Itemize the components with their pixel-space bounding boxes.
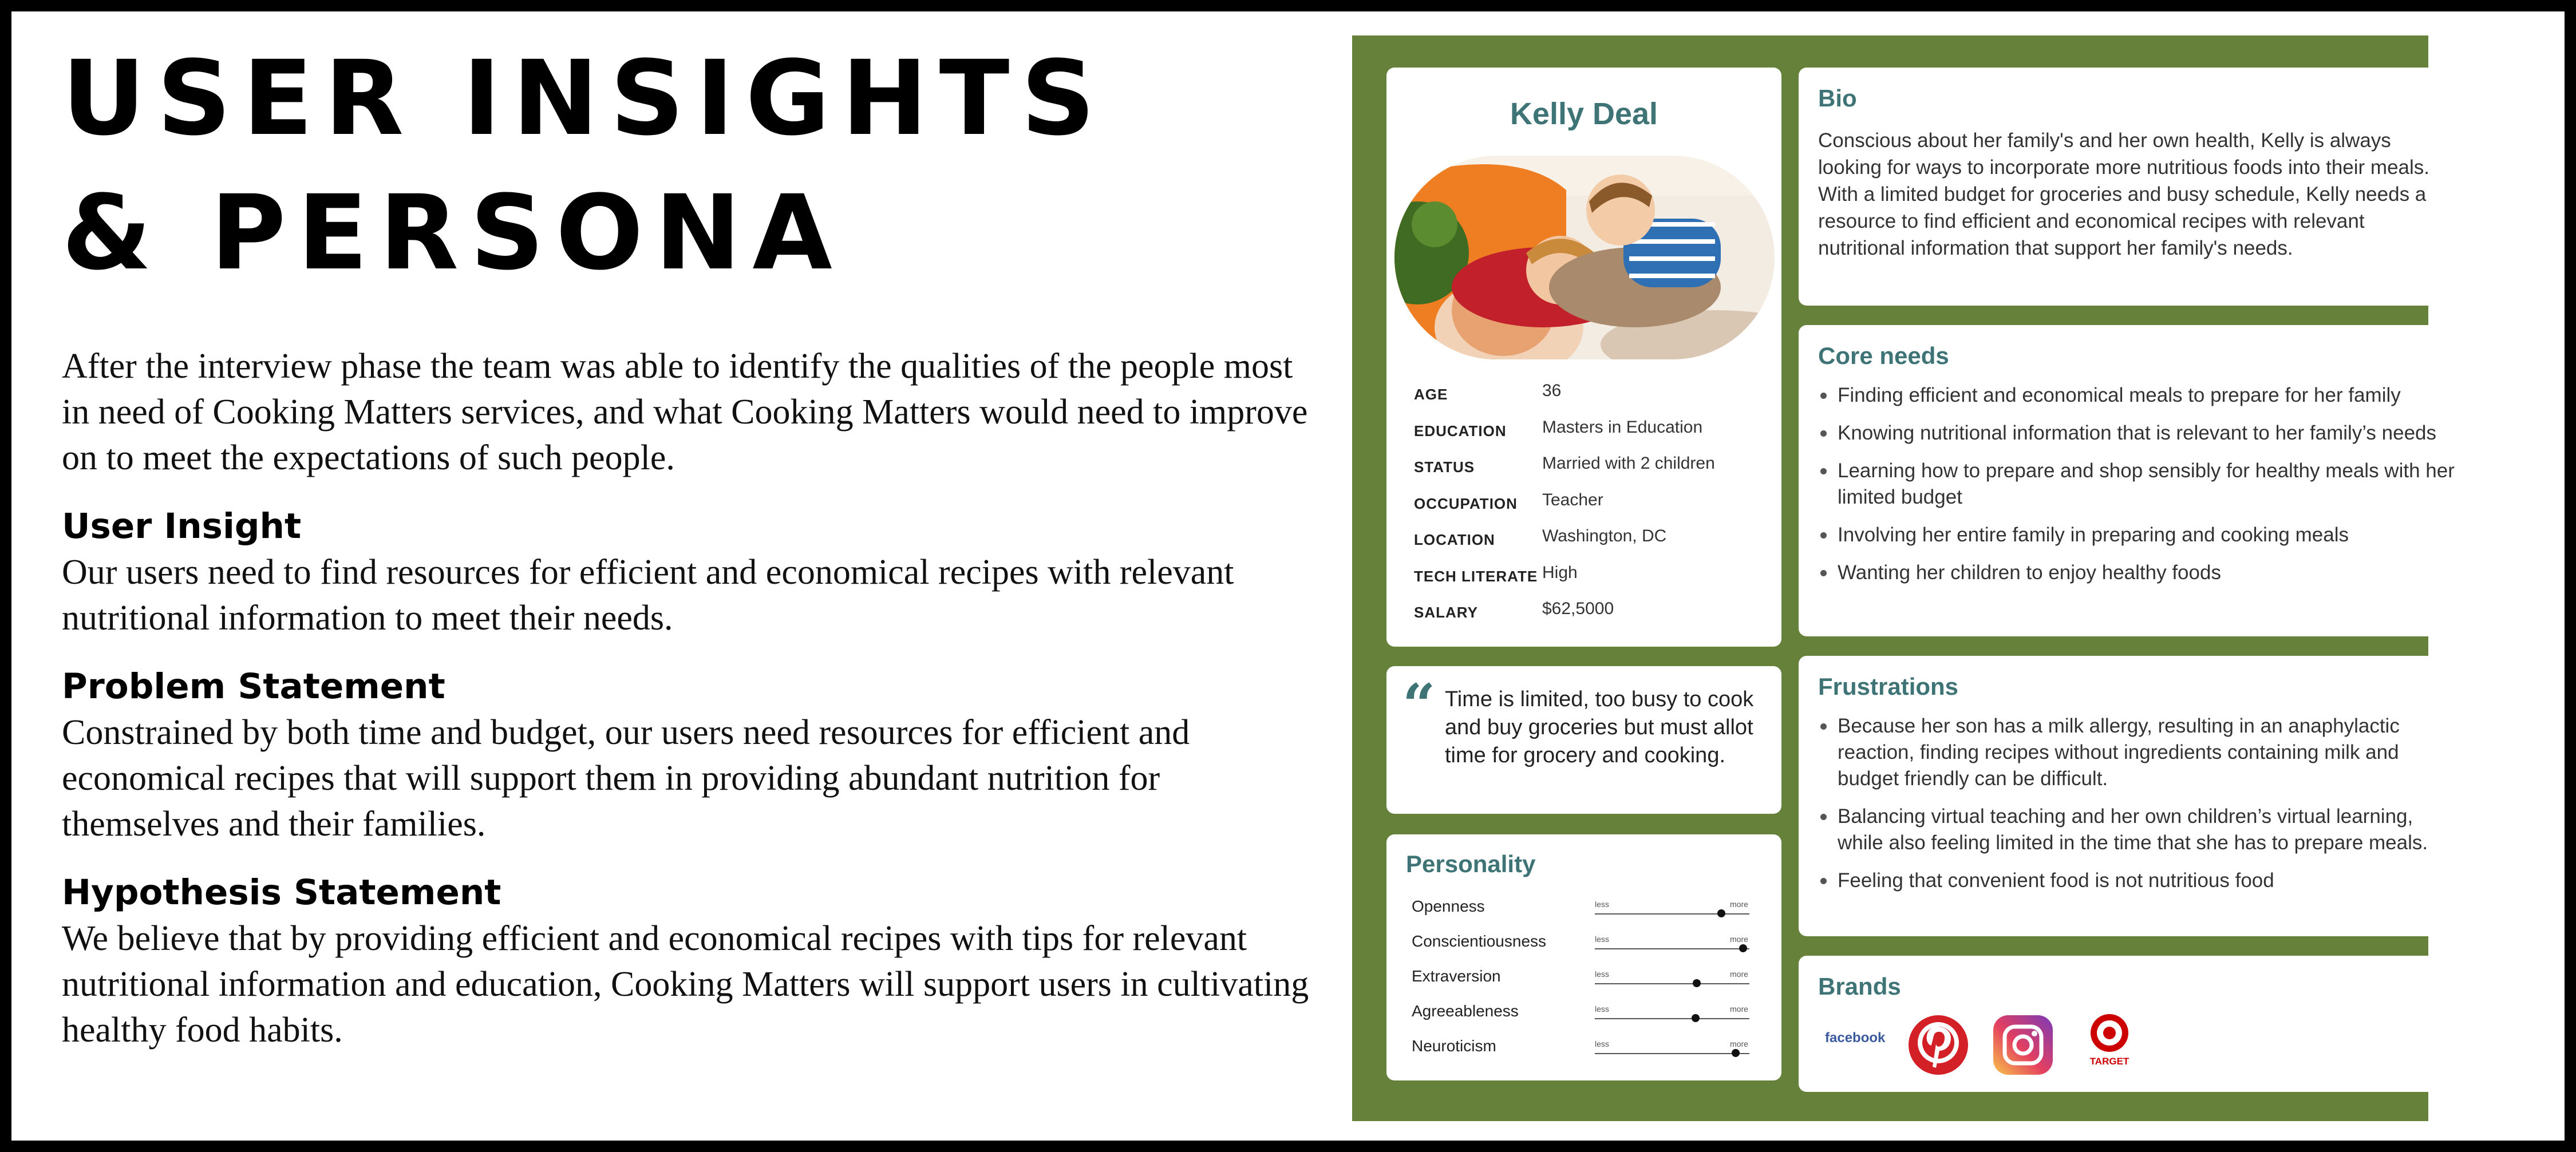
attribute-label: OCCUPATION (1414, 494, 1518, 512)
family-photo-illustration (1394, 156, 1775, 359)
list-item: Learning how to prepare and shop sensibly for healthy meals with her limited budget (1818, 458, 2459, 510)
personality-trait-row (1412, 1002, 1749, 1025)
scale-high-label: more (1730, 969, 1748, 979)
quote-card (1386, 666, 1781, 814)
trait-label: Openness (1412, 897, 1485, 915)
attribute-row (1414, 563, 1769, 600)
scale-low-label: less (1595, 935, 1609, 944)
brands-card (1799, 956, 2483, 1092)
attribute-label: LOCATION (1414, 531, 1495, 548)
user-insight-heading: User Insight (62, 506, 302, 547)
attribute-value: 36 (1542, 381, 1562, 400)
attribute-row (1414, 454, 1769, 490)
personality-trait-row (1412, 932, 1749, 955)
attribute-value: Teacher (1542, 490, 1603, 509)
attribute-list (1414, 381, 1769, 636)
hypothesis-statement-heading: Hypothesis Statement (62, 872, 501, 913)
attribute-label: AGE (1414, 386, 1448, 403)
attribute-row (1414, 418, 1769, 454)
core-needs-heading: Core needs (1818, 342, 1949, 369)
trait-slider-marker (1692, 1014, 1700, 1022)
scale-high-label: more (1730, 1039, 1748, 1048)
instagram-logo-icon (1993, 1015, 2053, 1075)
list-item: Feeling that convenient food is not nutritious food (1818, 868, 2459, 894)
personality-heading: Personality (1406, 850, 1536, 877)
trait-slider-track (1595, 1053, 1749, 1054)
title-line-1: USER INSIGHTS (62, 39, 1107, 159)
frustrations-list (1818, 713, 2459, 905)
list-item: Finding efficient and economical meals to prepare for her family (1818, 382, 2459, 409)
scale-low-label: less (1595, 969, 1609, 979)
persona-panel (1352, 35, 2455, 1121)
profile-card (1386, 68, 1781, 647)
text-column (62, 31, 1321, 1053)
personality-trait-row (1412, 967, 1749, 990)
pinterest-logo-icon (1909, 1015, 1968, 1075)
trait-slider-marker (1717, 909, 1725, 917)
brands-heading: Brands (1818, 973, 1901, 1000)
attribute-value: Washington, DC (1542, 526, 1667, 545)
trait-slider-track (1595, 913, 1749, 915)
trait-slider-marker (1732, 1049, 1740, 1057)
bio-heading: Bio (1818, 85, 1857, 112)
attribute-value: $62,5000 (1542, 599, 1614, 618)
personality-trait-row (1412, 1037, 1749, 1060)
persona-quote: Time is limited, too busy to cook and buy groceries but must allot time for grocery and cooking. (1445, 687, 1754, 767)
attribute-value: High (1542, 563, 1578, 582)
attribute-row (1414, 599, 1769, 636)
trait-slider-track (1595, 1018, 1749, 1019)
attribute-label: EDUCATION (1414, 422, 1507, 440)
facebook-logo-icon: facebook (1825, 1030, 1886, 1046)
list-item: Wanting her children to enjoy healthy foods (1818, 560, 2459, 586)
frustrations-heading: Frustrations (1818, 673, 1959, 700)
scale-low-label: less (1595, 1039, 1609, 1048)
target-bullseye-icon (2089, 1013, 2129, 1053)
attribute-label: SALARY (1414, 604, 1478, 621)
core-needs-card (1799, 325, 2483, 636)
list-item: Because her son has a milk allergy, resulting in an anaphylactic reaction, finding recipes without ingredients containing milk and budget friendly can be difficult. (1818, 713, 2459, 792)
attribute-label: STATUS (1414, 458, 1475, 476)
attribute-label: TECH LITERATE (1414, 567, 1538, 585)
quote-mark-icon: “ (1402, 671, 1436, 739)
user-insight-body: Our users need to find resources for efficient and economical recipes with relevant nutritional information to meet their needs. (62, 553, 1234, 638)
core-needs-list (1818, 382, 2459, 597)
personality-card (1386, 834, 1781, 1080)
attribute-value: Married with 2 children (1542, 454, 1715, 473)
attribute-row (1414, 381, 1769, 418)
target-logo-icon (2089, 1013, 2129, 1067)
page-frame (11, 11, 2565, 1141)
page-title (62, 31, 1321, 300)
trait-label: Conscientiousness (1412, 932, 1547, 950)
trait-slider-track (1595, 983, 1749, 984)
trait-slider-track (1595, 948, 1749, 949)
scale-high-label: more (1730, 900, 1748, 909)
hypothesis-statement-body: We believe that by providing efficient and economical recipes with tips for relevant nutritional information and education, Cooking Matters will support users in cultivating healthy food habits. (62, 919, 1309, 1050)
title-line-2: & PERSONA (62, 173, 844, 293)
target-wordmark: TARGET (2089, 1056, 2129, 1067)
scale-high-label: more (1730, 935, 1748, 944)
frustrations-card (1799, 656, 2483, 936)
attribute-row (1414, 490, 1769, 527)
problem-statement-body: Constrained by both time and budget, our users need resources for efficient and economical recipes that will support them in providing abundant nutrition for themselves and their families. (62, 713, 1190, 844)
bio-text: Conscious about her family's and her own health, Kelly is always looking for ways to incorporate more nutritious foods into their meals. With a limited budget for groceries and busy schedule, Kelly needs a resource to find efficient and economical recipes with relevant nutritional information that support her family's needs. (1818, 129, 2430, 259)
trait-slider-marker (1739, 944, 1747, 952)
list-item: Involving her entire family in preparing and cooking meals (1818, 522, 2459, 548)
list-item: Knowing nutritional information that is relevant to her family’s needs (1818, 420, 2459, 446)
intro-paragraph: After the interview phase the team was able to identify the qualities of the people most in need of Cooking Matters services, and what Cooking Matters would need to improve on to meet the expectations of such people. (62, 347, 1308, 477)
attribute-row (1414, 526, 1769, 563)
scale-low-label: less (1595, 1004, 1609, 1014)
scale-low-label: less (1595, 900, 1609, 909)
trait-label: Neuroticism (1412, 1037, 1496, 1055)
problem-statement-heading: Problem Statement (62, 666, 445, 707)
scale-high-label: more (1730, 1004, 1748, 1014)
trait-label: Agreeableness (1412, 1002, 1519, 1020)
persona-name: Kelly Deal (1510, 97, 1658, 131)
attribute-value: Masters in Education (1542, 417, 1703, 437)
trait-slider-marker (1693, 979, 1701, 987)
persona-photo (1394, 156, 1775, 359)
trait-label: Extraversion (1412, 967, 1501, 985)
personality-trait-row (1412, 897, 1749, 920)
list-item: Balancing virtual teaching and her own children’s virtual learning, while also feeling limited in the time that she has to prepare meals. (1818, 803, 2459, 856)
bio-card (1799, 68, 2483, 306)
